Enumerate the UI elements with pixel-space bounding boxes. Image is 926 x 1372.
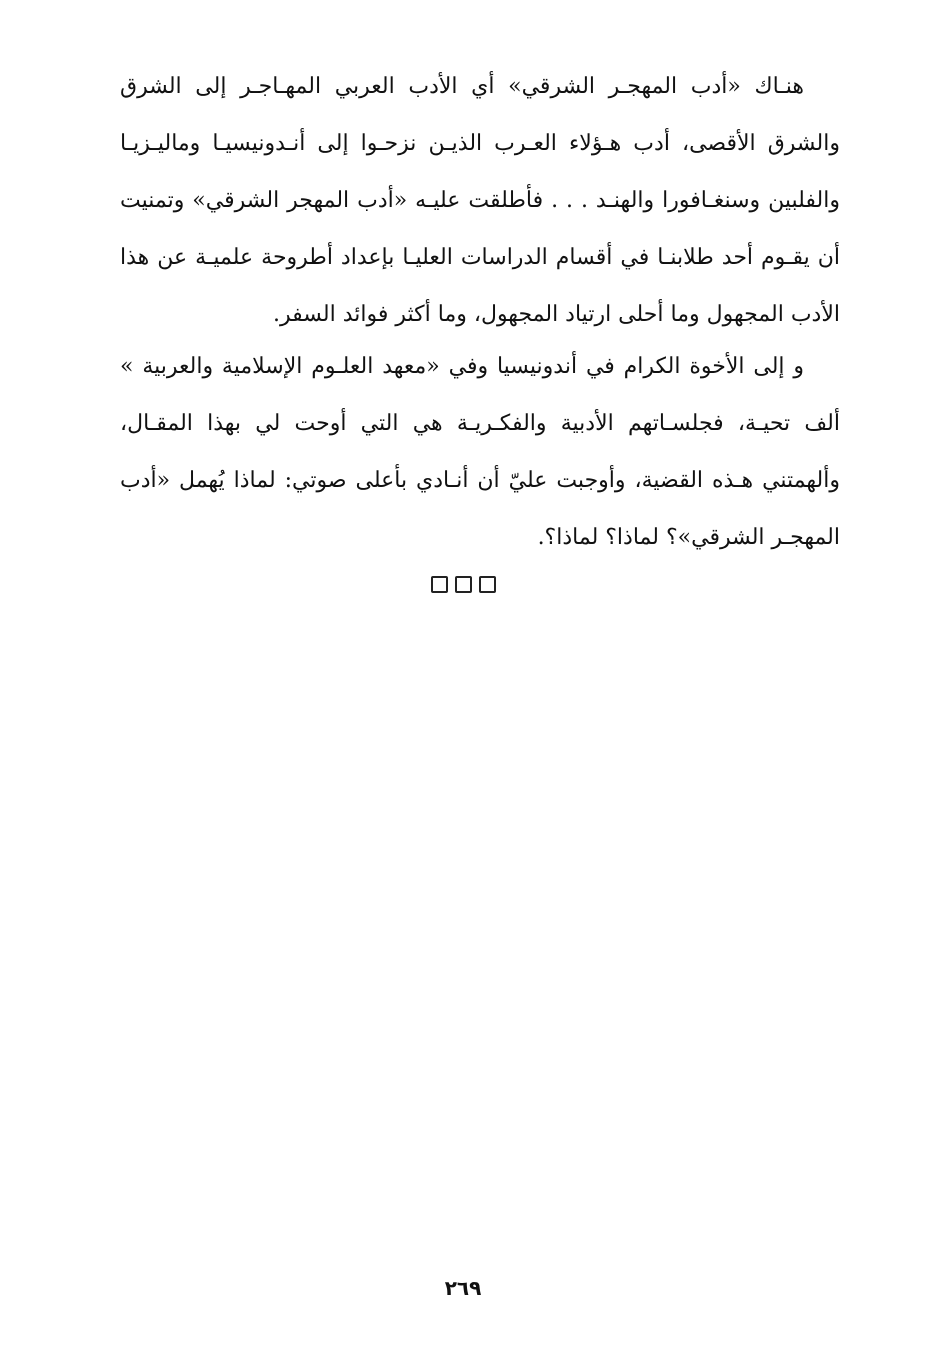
separator-square-icon <box>479 576 496 593</box>
paragraph-2 <box>120 338 840 566</box>
paragraph-text: و إلى الأخوة الكرام في أندونيسيا وفي «معهد العلـوم الإسلامية والعربية » ألف تحيـة، فجلسـاتهم الأدبية والفكـريـة هي التي أوحت لي بهذا المقـال، وألهمتني هـذه القضية، وأوجبت عليّ أن أنـادي بأعلى صوتي: لماذا يُهمل «أدب المهجـر الشرقي»؟ لماذا؟ لماذا؟. <box>120 354 840 550</box>
page-number: ٢٦٩ <box>444 1276 482 1300</box>
paragraph-text: هنـاك «أدب المهجـر الشرقي» أي الأدب العربي المهـاجـر إلى الشرق والشرق الأقصى، أدب هـؤلاء العـرب الذيـن نزحـوا إلى أنـدونيسيـا وماليـزيـا والفلبين وسنغـافورا والهنـد . . . فأطلقت عليـه «أدب المهجر الشرقي» وتمنيت أن يقـوم أحد طلابنـا في أقسام الدراسات العليـا بإعداد أطروحة علميـة عن هذا الأدب المجهول وما أحلى ارتياد المجهول، وما أكثر فوائد السفر. <box>120 74 840 327</box>
separator-square-icon <box>431 576 448 593</box>
section-separator <box>0 576 926 593</box>
separator-square-icon <box>455 576 472 593</box>
paragraph-1 <box>120 58 840 343</box>
